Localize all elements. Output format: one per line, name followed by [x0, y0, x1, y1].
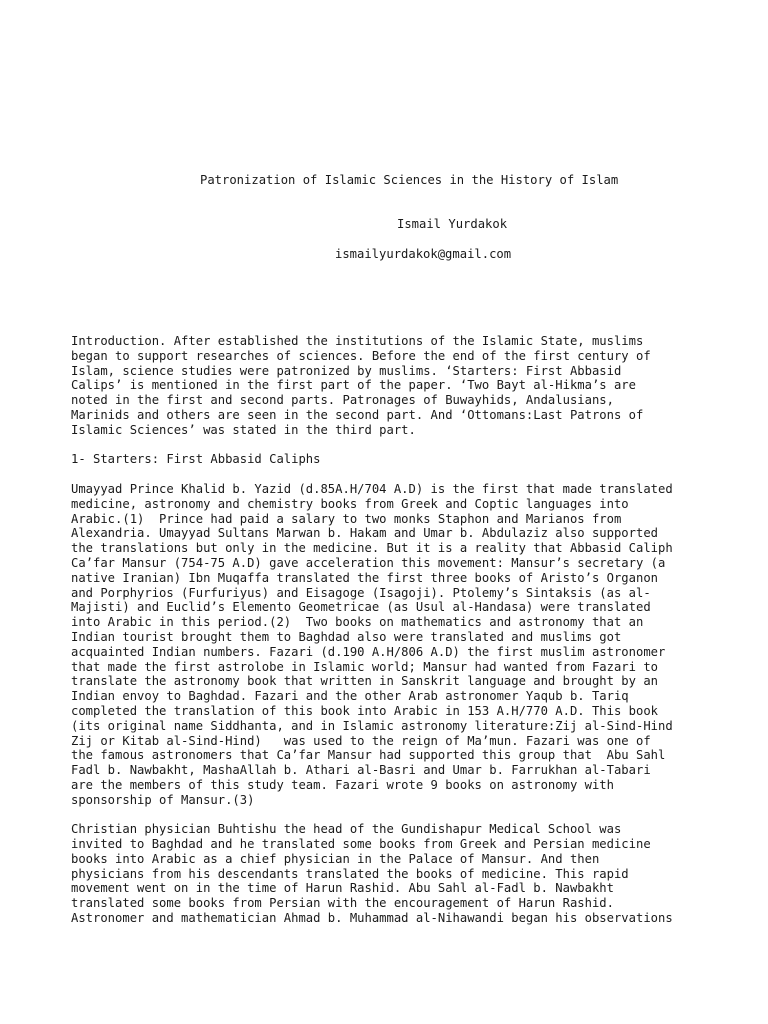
- text-line: physicians from his descendants translated the books of medicine. This rapid: [71, 866, 629, 881]
- text-line: Indian envoy to Baghdad. Fazari and the other Arab astronomer Yaqub b. Tariq: [71, 689, 629, 704]
- text-line: Islamic Sciences’ was stated in the third part.: [71, 422, 416, 437]
- text-line: and Porphyrios (Furfuriyus) and Eisagoge (Isagoji). Ptolemy’s Sintaksis (as al-: [71, 585, 651, 600]
- body-paragraph: [71, 482, 701, 808]
- text-line: began to support researches of sciences. Before the end of the first century of: [71, 348, 651, 363]
- text-line: Marinids and others are seen in the second part. And ‘Ottomans:Last Patrons of: [71, 407, 644, 422]
- text-line: the famous astronomers that Ca’far Mansur had supported this group that Abu Sahl: [71, 748, 666, 763]
- text-line: completed the translation of this book into Arabic in 153 A.H/770 A.D. This book: [71, 703, 658, 718]
- section-heading: [71, 452, 701, 467]
- text-line: Christian physician Buhtishu the head of the Gundishapur Medical School was: [71, 822, 622, 837]
- text-line: Astronomer and mathematician Ahmad b. Muhammad al-Nihawandi began his observations: [71, 911, 673, 926]
- paper-title: Patronization of Islamic Sciences in the History of Islam: [200, 173, 619, 187]
- text-line: Zij or Kitab al-Sind-Hind) was used to the reign of Ma’mun. Fazari was one of: [71, 733, 651, 748]
- text-line: native Iranian) Ibn Muqaffa translated the first three books of Aristo’s Organon: [71, 570, 658, 585]
- text-line: Islam, science studies were patronized by muslims. ‘Starters: First Abbasid: [71, 363, 622, 378]
- text-line: Umayyad Prince Khalid b. Yazid (d.85A.H/704 A.D) is the first that made translated: [71, 481, 673, 496]
- text-line: books into Arabic as a chief physician in the Palace of Mansur. And then: [71, 851, 600, 866]
- text-line: medicine, astronomy and chemistry books from Greek and Coptic languages into: [71, 496, 629, 511]
- text-line: that made the first astrolobe in Islamic world; Mansur had wanted from Fazari to: [71, 659, 658, 674]
- author-email: ismailyurdakok@gmail.com: [335, 247, 512, 261]
- text-line: Alexandria. Umayyad Sultans Marwan b. Hakam and Umar b. Abdulaziz also supported: [71, 526, 658, 541]
- author-name: Ismail Yurdakok: [397, 217, 508, 231]
- text-line: Arabic.(1) Prince had paid a salary to two monks Staphon and Marianos from: [71, 511, 622, 526]
- text-line: (its original name Siddhanta, and in Islamic astronomy literature:Zij al-Sind-Hind: [71, 718, 673, 733]
- body-paragraph: [71, 334, 701, 438]
- text-line: translate the astronomy book that written in Sanskrit language and brought by an: [71, 674, 658, 689]
- text-line: Indian tourist brought them to Baghdad also were translated and muslims got: [71, 629, 622, 644]
- body-paragraph: [71, 822, 701, 926]
- text-line: acquainted Indian numbers. Fazari (d.190 A.H/806 A.D) the first muslim astronomer: [71, 644, 666, 659]
- text-line: 1- Starters: First Abbasid Caliphs: [71, 452, 321, 467]
- text-line: are the members of this study team. Fazari wrote 9 books on astronomy with: [71, 777, 614, 792]
- text-line: translated some books from Persian with the encouragement of Harun Rashid.: [71, 896, 614, 911]
- text-line: movement went on in the time of Harun Rashid. Abu Sahl al-Fadl b. Nawbakht: [71, 881, 614, 896]
- text-line: sponsorship of Mansur.(3): [71, 792, 255, 807]
- text-line: Introduction. After established the institutions of the Islamic State, muslims: [71, 334, 644, 348]
- text-line: the translations but only in the medicine. But it is a reality that Abbasid Caliph: [71, 541, 673, 556]
- text-line: Majisti) and Euclid’s Elemento Geometricae (as Usul al-Handasa) were translated: [71, 600, 651, 615]
- text-line: Fadl b. Nawbakht, MashaAllah b. Athari al-Basri and Umar b. Farrukhan al-Tabari: [71, 763, 651, 778]
- text-line: into Arabic in this period.(2) Two books on mathematics and astronomy that an: [71, 615, 644, 630]
- text-line: Calips’ is mentioned in the first part of the paper. ‘Two Bayt al-Hikma’s are: [71, 378, 636, 393]
- text-line: Ca’far Mansur (754-75 A.D) gave acceleration this movement: Mansur’s secretary (a: [71, 555, 666, 570]
- text-line: invited to Baghdad and he translated some books from Greek and Persian medicine: [71, 837, 651, 852]
- text-line: noted in the first and second parts. Patronages of Buwayhids, Andalusians,: [71, 393, 614, 408]
- paper-body: [71, 334, 701, 941]
